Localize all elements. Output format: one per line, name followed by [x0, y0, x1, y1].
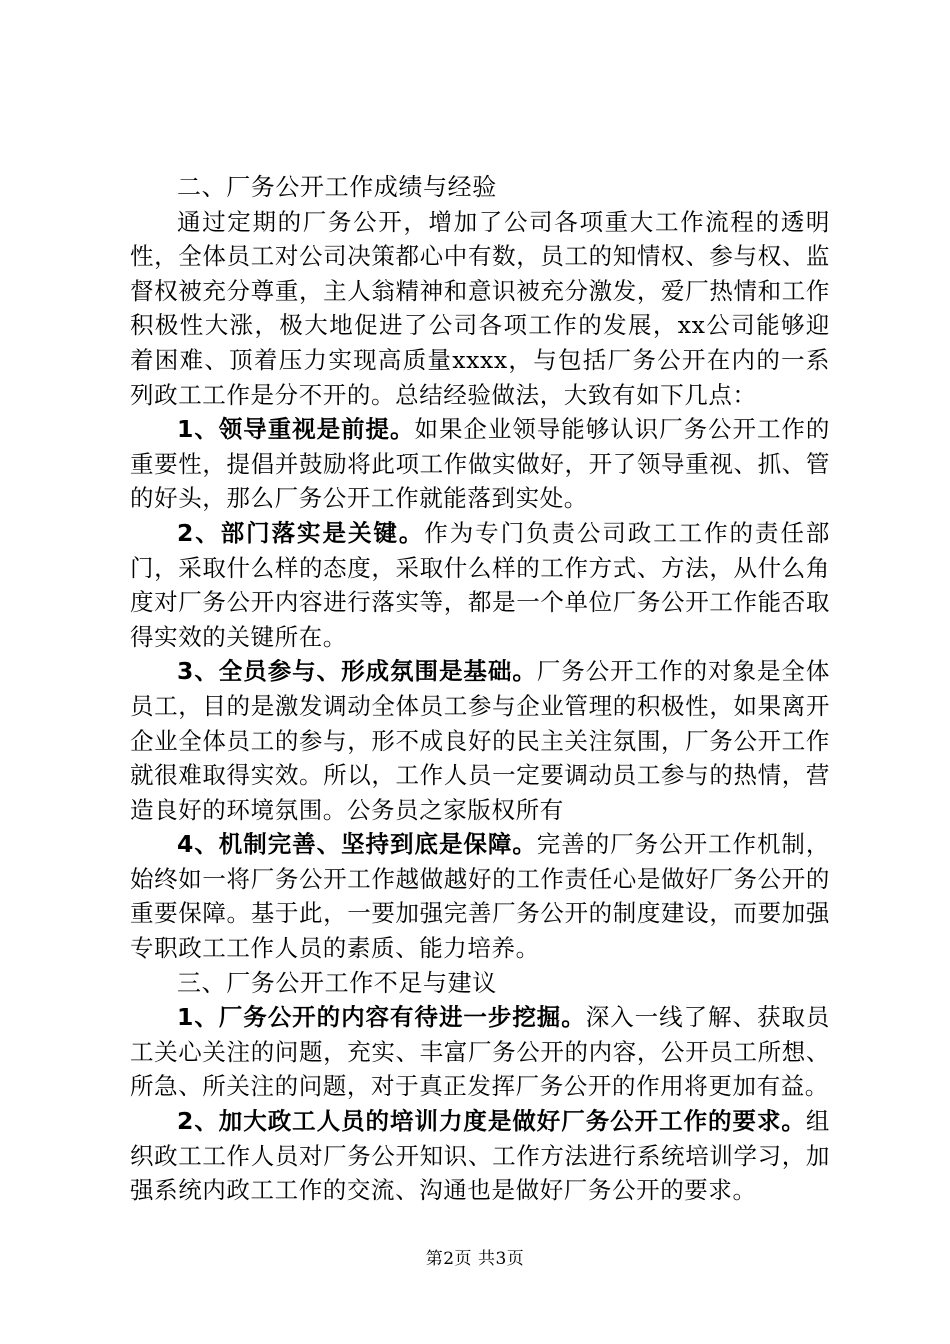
section-2-point-3	[130, 654, 830, 827]
section-2-point-2	[130, 516, 830, 654]
point-lead: 2、加大政工人员的培训力度是做好厂务公开工作的要求。	[177, 1107, 806, 1136]
point-lead: 2、部门落实是关键。	[177, 518, 425, 547]
section-3-heading: 三、厂务公开工作不足与建议	[177, 968, 497, 997]
point-body: 如果企业领导能够认识厂务公开工作的重要性，提倡并鼓励将此项工作做实做好，开了领导重视、抓、管的好头，那么厂务公开工作就能落到实处。	[130, 415, 830, 513]
point-lead: 1、领导重视是前提。	[177, 415, 415, 444]
point-lead: 3、全员参与、形成氛围是基础。	[177, 657, 537, 686]
document-body	[130, 170, 830, 1208]
point-body: 作为专门负责公司政工工作的责任部门，采取什么样的态度，采取什么样的工作方式、方法，从什么角度对厂务公开内容进行落实等，都是一个单位厂务公开工作能否取得实效的关键所在。	[130, 518, 830, 651]
point-body: 组织政工工作人员对厂务公开知识、工作方法进行系统培训学习，加强系统内政工工作的交流、沟通也是做好厂务公开的要求。	[130, 1107, 830, 1205]
section-2-point-1	[130, 412, 830, 516]
page-footer: 第2页 共3页	[425, 1249, 525, 1269]
section-2-heading: 二、厂务公开工作成绩与经验	[177, 173, 497, 201]
point-body: 完善的厂务公开工作机制，始终如一将厂务公开工作越做越好的工作责任心是做好厂务公开的重要保障。基于此，一要加强完善厂务公开的制度建设，而要加强专职政工工作人员的素质、能力培养。	[130, 830, 830, 963]
section-2-intro: 通过定期的厂务公开，增加了公司各项重大工作流程的透明性，全体员工对公司决策都心中有数，员工的知情权、参与权、监督权被充分尊重，主人翁精神和意识被充分激发，爱厂热情和工作积极性大涨，极大地促进了公司各项工作的发展，xx公司能够迎着困难、顶着压力实现高质量xxxx，与包括厂务公开在内的一系列政工工作是分不开的。总结经验做法，大致有如下几点：	[130, 207, 830, 409]
point-lead: 4、机制完善、坚持到底是保障。	[177, 830, 537, 859]
point-body: 深入一线了解、获取员工关心关注的问题，充实、丰富厂务公开的内容，公开员工所想、所急、所关注的问题，对于真正发挥厂务公开的作用将更加有益。	[130, 1003, 831, 1101]
point-body: 厂务公开工作的对象是全体员工，目的是激发调动全体员工参与企业管理的积极性，如果离开企业全体员工的参与，形不成良好的民主关注氛围，厂务公开工作就很难取得实效。所以，工作人员一定要调动员工参与的热情，营造良好的环境氛围。公务员之家版权所有	[130, 657, 830, 824]
section-2-point-4	[130, 827, 830, 965]
section-3-point-2	[130, 1104, 830, 1208]
section-3-point-1	[130, 1000, 830, 1104]
point-lead: 1、厂务公开的内容有待进一步挖掘。	[177, 1003, 586, 1032]
